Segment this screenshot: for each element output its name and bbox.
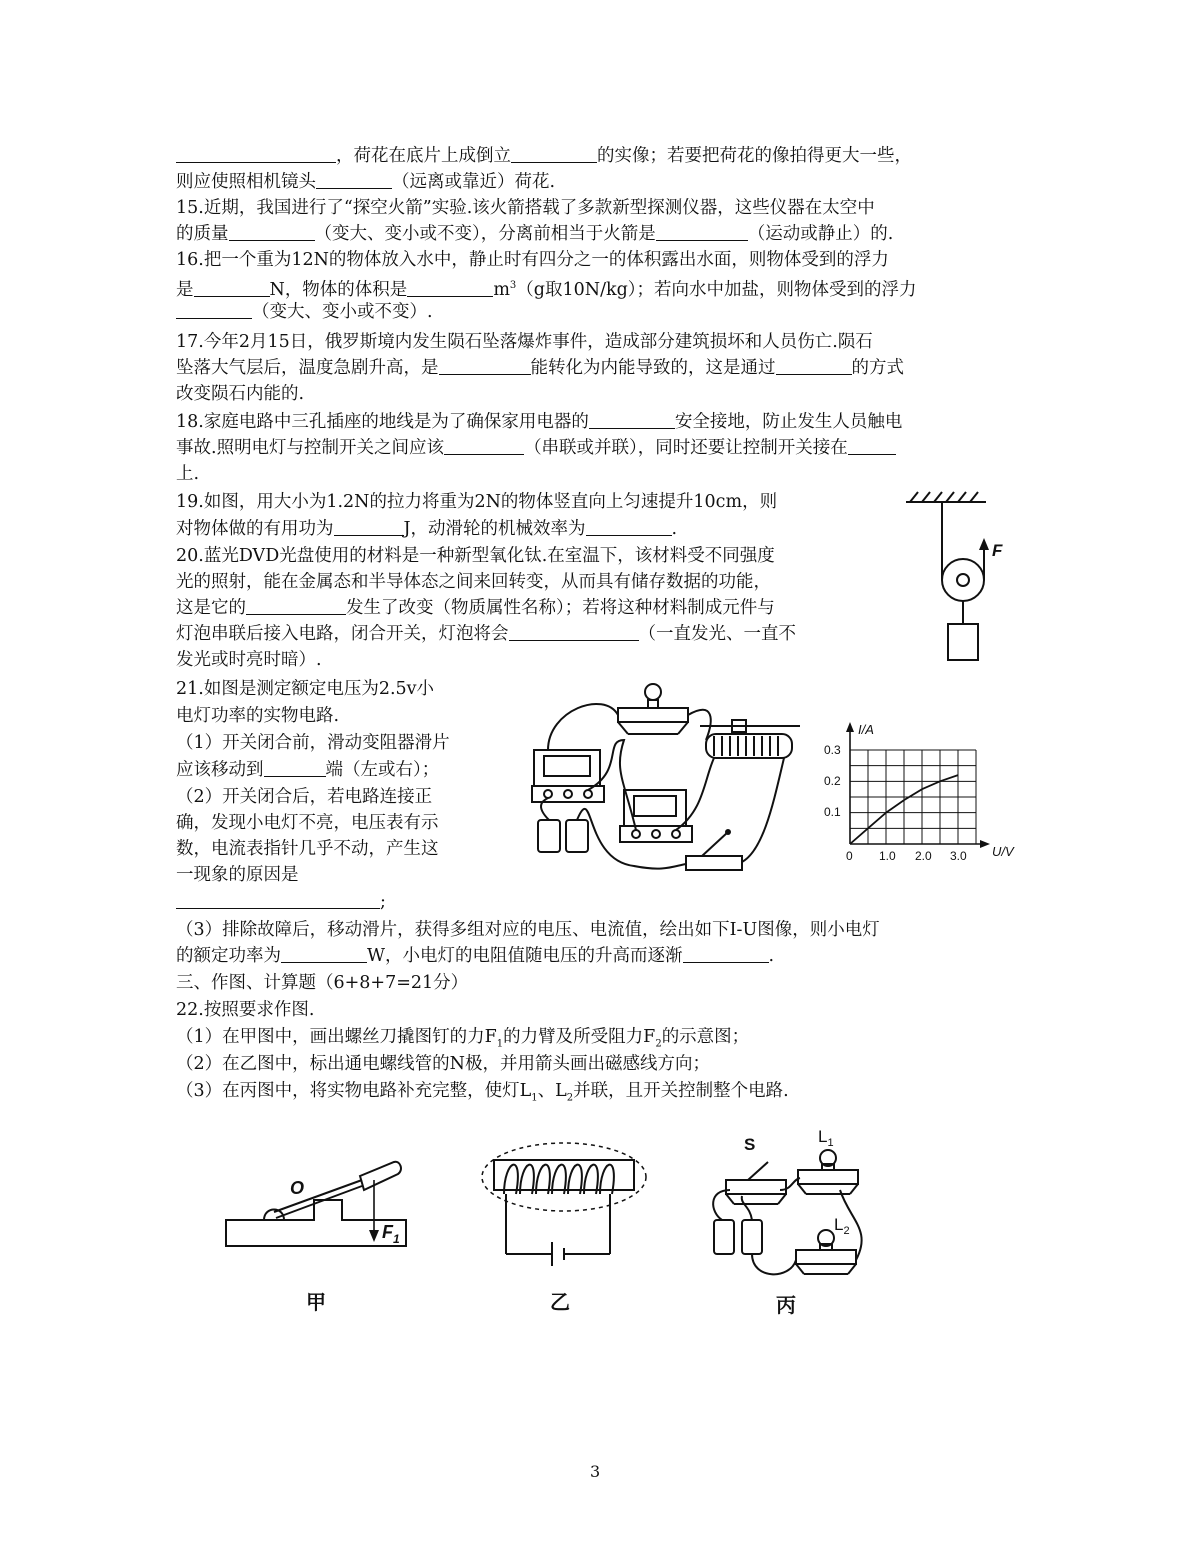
question-21-line-7: 数，电流表指针几乎不动，产生这 (176, 839, 439, 859)
question-21-line-2: 电灯功率的实物电路. (176, 706, 340, 726)
pivot-o-label: O (290, 1178, 305, 1198)
question-17-line-3: 改变陨石内能的. (176, 384, 305, 404)
line-14-cont-2: 则应使照相机镜头 （远离或靠近）荷花. (176, 172, 556, 192)
blank[interactable] (246, 596, 346, 615)
pulley-figure (900, 488, 1010, 668)
question-20-line-3: 这是它的 发生了改变（物质属性名称）；若将这种材料制成元件与 (176, 598, 775, 618)
question-22-part-3: （3）在丙图中，将实物电路补充完整，使灯$L_1$、$L_2$并联，且开关控制整个电路. (176, 1081, 789, 1104)
figure-bing (700, 1120, 880, 1290)
force-f1-label: $F_1$ (382, 1222, 400, 1246)
blank[interactable] (776, 356, 852, 375)
x-tick-label: 2.0 (915, 849, 932, 863)
blank[interactable] (683, 944, 769, 963)
question-21-line-8: 一现象的原因是 (176, 865, 299, 885)
question-21-line-4: 应该移动到 端（左或右）； (176, 760, 440, 780)
question-15-line-2: 的质量 （变大、变小或不变），分离前相当于火箭是 （运动或静止）的. (176, 224, 894, 244)
y-axis-arrow (846, 722, 854, 732)
switch-s-label: S (744, 1135, 756, 1154)
blank[interactable] (656, 222, 748, 241)
question-21-line-3: （1）开关闭合前，滑动变阻器滑片 (176, 733, 450, 753)
blank[interactable] (589, 410, 675, 429)
x-axis-label: U/V (992, 844, 1014, 859)
measurement-circuit-figure (514, 680, 814, 885)
blank[interactable] (407, 278, 493, 297)
question-21-line-11: 的额定功率为 W，小电灯的电阻值随电压的升高而逐渐 . (176, 946, 775, 966)
y-axis-label: I/A (858, 722, 874, 737)
question-21-line-9: ; (176, 889, 386, 915)
question-20-line-1: 20.蓝光DVD光盘使用的材料是一种新型氧化钛.在室温下，该材料受不同强度 (176, 546, 775, 566)
question-21-line-10: （3）排除故障后，移动滑片，获得多组对应的电压、电流值，绘出如下I-U图像，则小电灯 (176, 920, 880, 940)
question-16-line-2: 是 N，物体的体积是 $m^3(g$取10N/kg）；若向水中加盐，则物体受到的浮力 (176, 279, 917, 300)
question-21-line-5: （2）开关闭合后，若电路连接正 (176, 787, 433, 807)
blank[interactable] (281, 944, 367, 963)
blank[interactable] (264, 758, 326, 777)
question-20-line-5: 发光或时亮时暗）. (176, 650, 322, 670)
pulley-force-label: F (992, 541, 1003, 560)
figure-yi (474, 1130, 654, 1280)
blank[interactable] (229, 222, 315, 241)
blank[interactable] (509, 622, 639, 641)
y-tick-label: 0.2 (824, 774, 841, 788)
lamp-l2-label: $L_2$ (834, 1215, 850, 1237)
y-tick-label: 0.3 (824, 743, 841, 757)
question-22-part-2: （2）在乙图中，标出通电螺线管的N极，并用箭头画出磁感线方向； (176, 1054, 710, 1074)
caption-yi: 乙 (550, 1292, 570, 1314)
question-16-line-1: 16.把一个重为12N的物体放入水中，静止时有四分之一的体积露出水面，则物体受到的浮力 (176, 250, 889, 270)
blank[interactable] (316, 170, 392, 189)
question-22-part-1: （1）在甲图中，画出螺丝刀撬图钉的力$F_1$的力臂及所受阻力$F_2$的示意图； (176, 1027, 750, 1050)
question-21-line-6: 确，发现小电灯不亮，电压表有示 (176, 813, 439, 833)
blank[interactable] (176, 144, 336, 163)
section-3-heading: 三、作图、计算题（6+8+7=21分） (176, 973, 469, 993)
caption-bing: 丙 (776, 1295, 796, 1317)
question-15-line-1: 15.近期，我国进行了“探空火箭”实验.该火箭搭载了多款新型探测仪器，这些仪器在太空中 (176, 198, 875, 218)
blank[interactable] (511, 144, 597, 163)
iu-graph (822, 718, 1026, 868)
blank[interactable] (194, 278, 270, 297)
x-axis-arrow (980, 840, 990, 848)
question-18-line-3: 上. (176, 464, 200, 484)
question-17-line-2: 坠落大气层后，温度急剧升高，是 能转化为内能导致的，这是通过 的方式 (176, 358, 904, 378)
blank[interactable] (444, 436, 524, 455)
line-14-cont-1: ，荷花在底片上成倒立 的实像；若要把荷花的像拍得更大一些， (176, 143, 912, 169)
blank[interactable] (586, 517, 672, 536)
question-16-line-3: （变大、变小或不变）. (176, 299, 433, 325)
question-22-title: 22.按照要求作图. (176, 1000, 315, 1020)
question-17-line-1: 17.今年2月15日，俄罗斯境内发生陨石坠落爆炸事件，造成部分建筑损坏和人员伤亡.陨石 (176, 332, 873, 352)
x-tick-label: 3.0 (950, 849, 967, 863)
question-20-line-2: 光的照射，能在金属态和半导体态之间来回转变，从而具有储存数据的功能， (176, 572, 771, 592)
lamp-l1-label: $L_1$ (818, 1127, 834, 1149)
figure-jia (222, 1150, 412, 1270)
blank[interactable] (439, 356, 531, 375)
caption-jia: 甲 (306, 1292, 326, 1314)
blank[interactable] (176, 300, 252, 319)
question-18-line-2: 事故.照明电灯与控制开关之间应该 （串联或并联），同时还要让控制开关接在 (176, 435, 896, 461)
x-tick-label: 1.0 (879, 849, 896, 863)
blank[interactable] (176, 890, 380, 909)
y-tick-label: 0.1 (824, 805, 841, 819)
question-20-line-4: 灯泡串联后接入电路，闭合开关，灯泡将会 （一直发光、一直不 (176, 624, 796, 644)
page-number: 3 (590, 1462, 601, 1481)
question-19-line-2: 对物体做的有用功为 J，动滑轮的机械效率为 . (176, 519, 678, 539)
blank[interactable] (334, 517, 404, 536)
question-21-line-1: 21.如图是测定额定电压为2.5v小 (176, 679, 435, 699)
question-18-line-1: 18.家庭电路中三孔插座的地线是为了确保家用电器的 安全接地，防止发生人员触电 (176, 412, 903, 432)
question-19-line-1: 19.如图，用大小为1.2N的拉力将重为2N的物体竖直向上匀速提升10cm，则 (176, 492, 778, 512)
blank[interactable] (848, 436, 896, 455)
x-tick-label: 0 (846, 849, 853, 863)
